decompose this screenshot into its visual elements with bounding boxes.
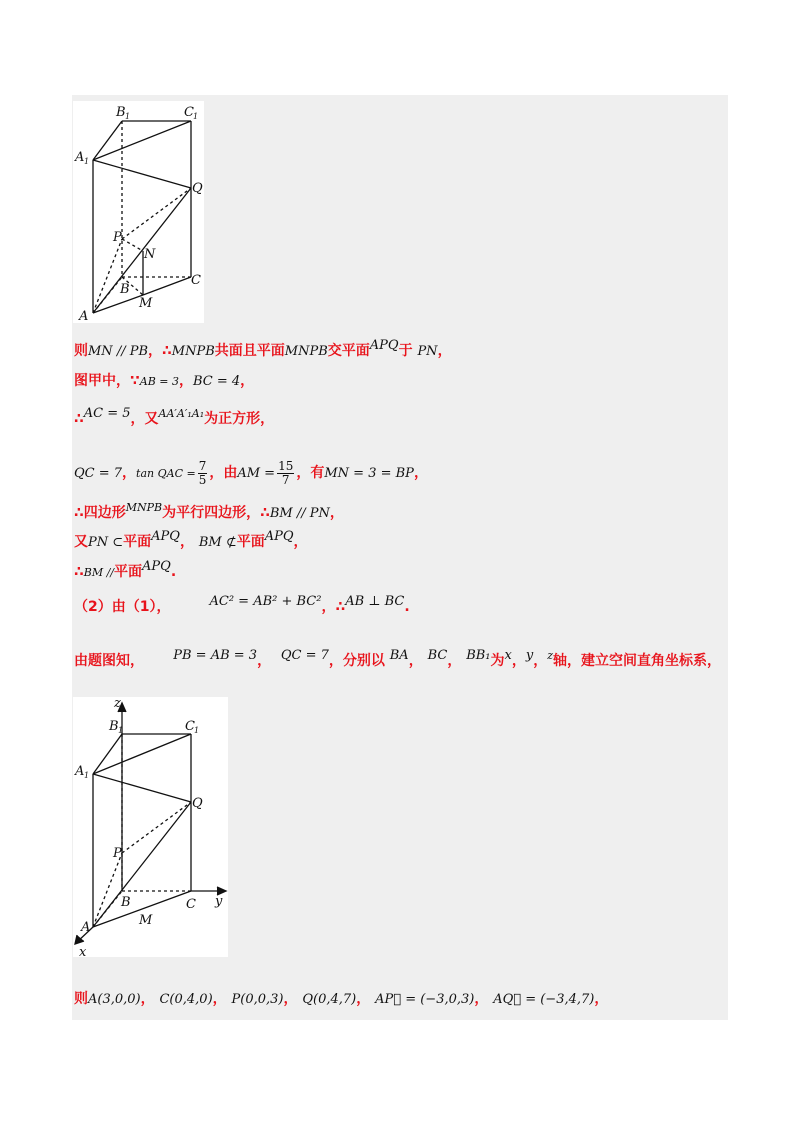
line-7: ∴BM //平面APQ. bbox=[74, 559, 177, 580]
label-b1: B bbox=[109, 719, 119, 734]
label-a: A bbox=[81, 920, 91, 935]
label-a1-sub: 1 bbox=[84, 157, 90, 166]
label-p: P bbox=[113, 846, 122, 861]
label-q: Q bbox=[192, 181, 203, 196]
label-b: B bbox=[121, 895, 131, 910]
prism-figure-1 bbox=[73, 101, 204, 323]
label-y: y bbox=[215, 894, 223, 909]
label-c1-sub: 1 bbox=[194, 726, 200, 735]
label-c1: C bbox=[185, 719, 195, 734]
label-x: x bbox=[79, 945, 87, 957]
fraction-15-7: $\frac{15}{7}$ bbox=[278, 458, 294, 487]
label-b: B bbox=[120, 282, 130, 297]
label-a1-sub: 1 bbox=[84, 771, 90, 780]
prism-figure-2 bbox=[73, 697, 228, 957]
line-2: 图甲中，∵AB = 3，BC = 4， bbox=[74, 373, 255, 389]
label-a1: A bbox=[75, 764, 85, 779]
label-b1-sub: 1 bbox=[118, 726, 124, 735]
line-1: 则MN // PB，∴MNPB共面且平面MNPB交平面APQ于 PN， bbox=[74, 338, 452, 359]
line-6: 又PN ⊂平面APQ， BM ⊄平面APQ， bbox=[74, 529, 308, 550]
line-10: 则A(3,0,0)， C(0,4,0)， P(0,0,3)， Q(0,4,7)， AP⃗ = (−3,0,3)， AQ⃗ = (−3,4,7)， bbox=[74, 991, 609, 1007]
fraction-7-5: $\frac{7}{5}$ bbox=[198, 458, 207, 487]
label-c1-sub: 1 bbox=[193, 112, 199, 121]
line-3: ∴AC = 5，又$^{AA'A'_1A_1}$为正方形， bbox=[74, 406, 275, 427]
label-a1: A bbox=[75, 150, 85, 165]
label-c: C bbox=[186, 897, 196, 912]
label-q: Q bbox=[192, 796, 203, 811]
label-c: C bbox=[191, 273, 201, 288]
line-9: 由题图知， PB = AB = 3， QC = 7，分别以 BA， BC， BB₁为x，y，$^z$轴，建立空间直角坐标系， bbox=[74, 648, 722, 669]
label-b1-sub: 1 bbox=[125, 112, 131, 121]
label-m: M bbox=[139, 913, 153, 928]
line-8: （2）由（1）， AC² = AB² + BC²，∴AB ⊥ BC. bbox=[74, 594, 410, 615]
label-p: P bbox=[113, 230, 122, 245]
label-c1: C bbox=[184, 105, 194, 120]
label-b1: B bbox=[116, 105, 126, 120]
label-n: N bbox=[144, 247, 156, 262]
line-4: QC = 7，tan QAC = $\frac{7}{5}$ ，由AM = $\frac{15}{7}$ ，有MN = 3 = BP， bbox=[74, 458, 428, 487]
line-5: ∴四边形$^{MNPB}$为平行四边形，∴BM // PN， bbox=[74, 501, 344, 521]
label-z: z bbox=[114, 697, 121, 711]
label-m: M bbox=[139, 296, 153, 311]
label-a: A bbox=[79, 309, 89, 323]
